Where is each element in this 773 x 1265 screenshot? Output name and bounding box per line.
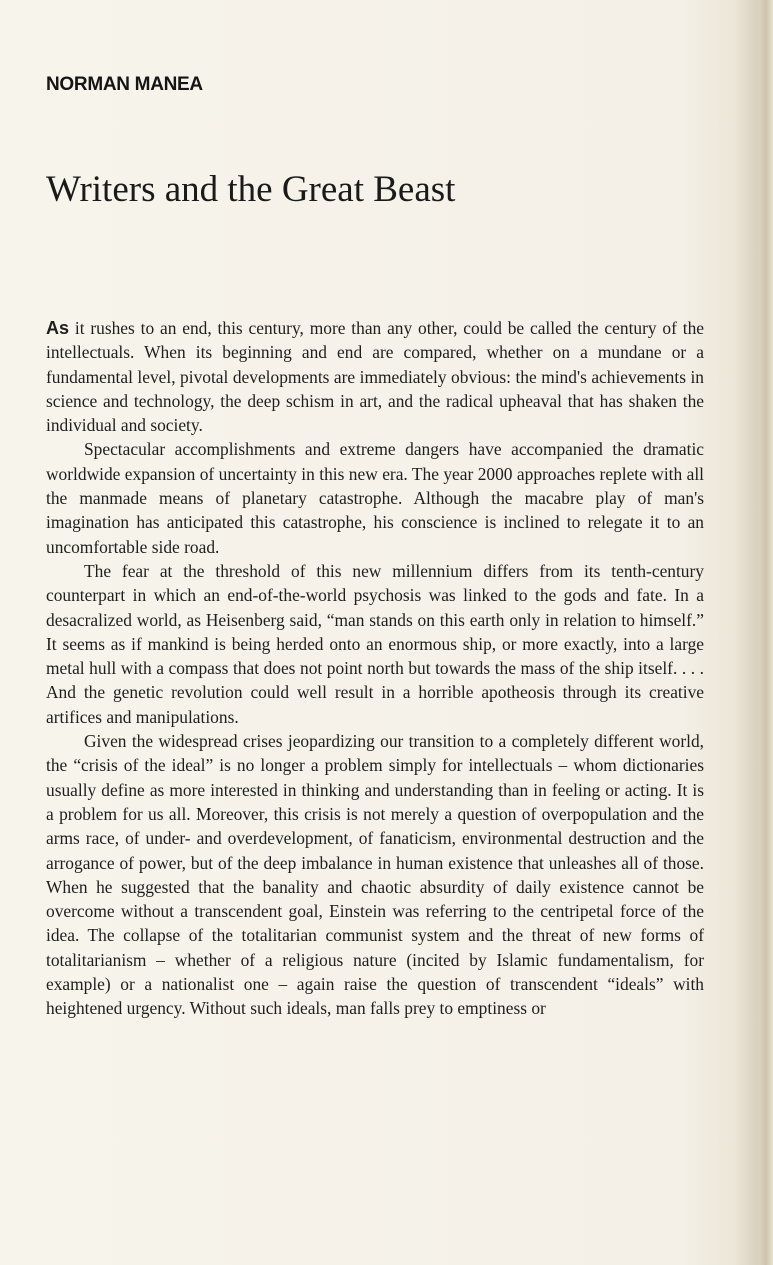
body-text [46, 316, 704, 1021]
author-name: NORMAN MANEA [46, 74, 203, 95]
page-edge-shadow [759, 0, 773, 1265]
lead-word: As [46, 318, 70, 338]
paragraph-2: Spectacular accomplishments and extreme dangers have accompanied the dramatic worldwide expansion of uncertainty in this new era. The year 2000 approaches replete with all the manmade means of planetary catastrophe. Although the macabre play of man's imagination has anticipated this catastrophe, his conscience is inclined to relegate it to an uncomfortable side road. [46, 439, 704, 557]
paragraph-4: Given the widespread crises jeopardizing our transition to a completely different world, the “crisis of the ideal” is no longer a problem simply for intellectuals – whom dictionaries usually define as more interested in thinking and understanding than in feeling or acting. It is a problem for us all. Moreover, this crisis is not merely a question of overpopulation and the arms race, of under- and overdevelopment, of fanaticism, environmental destruction and the arrogance of power, but of the deep imbalance in human existence that unleashes all of those. When he suggested that the banality and chaotic absurdity of daily existence cannot be overcome without a transcendent goal, Einstein was referring to the centripetal force of the idea. The collapse of the totalitarian communist system and the threat of new forms of totalitarianism – whether of a religious nature (incited by Islamic fundamentalism, for example) or a nationalist one – again raise the question of transcendent “ideals” with heightened urgency. Without such ideals, man falls prey to emptiness or [46, 731, 704, 1019]
chapter-title: Writers and the Great Beast [46, 169, 456, 210]
paragraph-1 [46, 316, 704, 437]
paragraph-1-text: it rushes to an end, this century, more than any other, could be called the century of the intellectuals. When its beginning and end are compared, whether on a mundane or a fundamental level, pivotal developments are immediately obvious: the mind's achievements in science and technology, the deep schism in art, and the radical upheaval that has shaken the individual and society. [46, 318, 704, 436]
paragraph-3: The fear at the threshold of this new millennium differs from its tenth-century counterpart in which an end-of-the-world psychosis was linked to the gods and fate. In a desacralized world, as Heisenberg said, “man stands on this earth only in relation to himself.” It seems as if mankind is being herded onto an enormous ship, or more exactly, into a large metal hull with a compass that does not point north but towards the mass of the ship itself. . . . And the genetic revolution could well result in a horrible apotheosis through its creative artifices and manipulations. [46, 560, 704, 727]
